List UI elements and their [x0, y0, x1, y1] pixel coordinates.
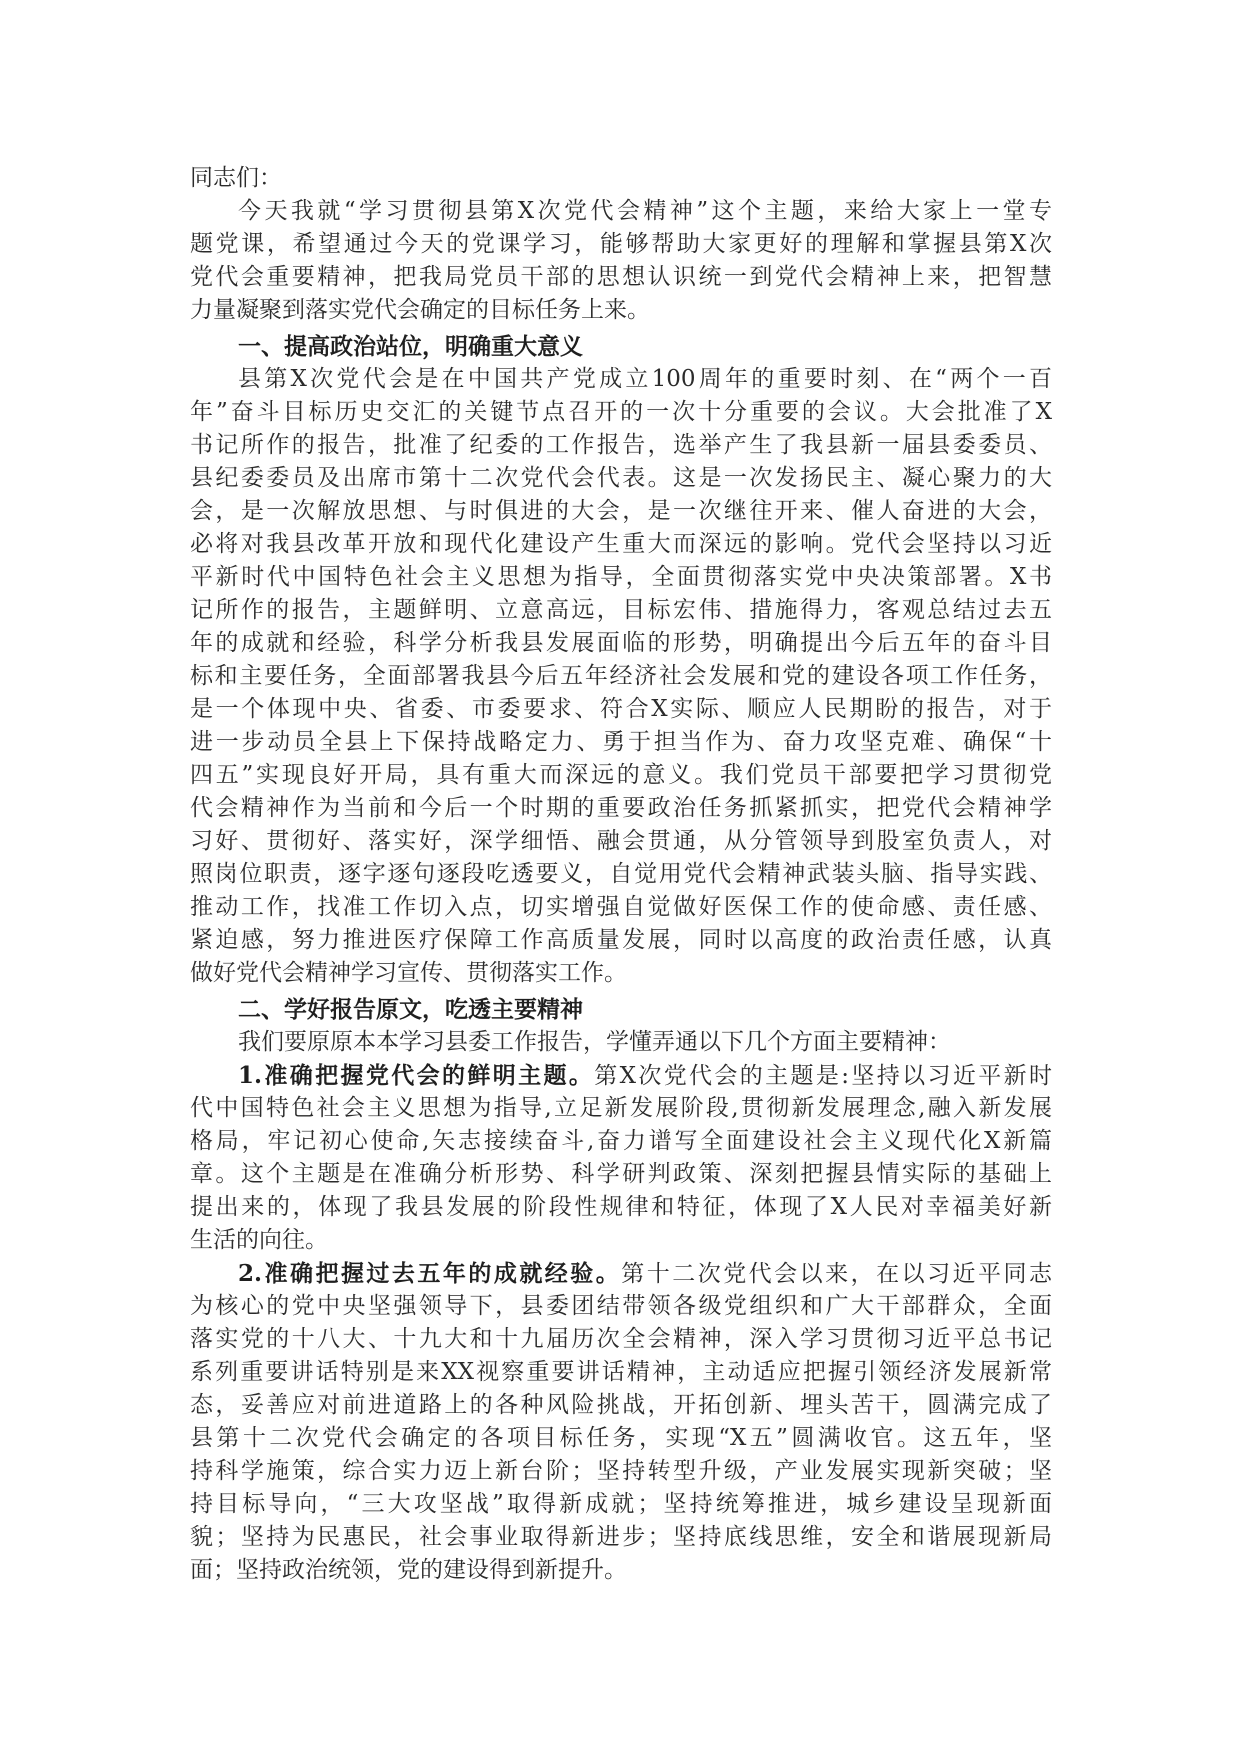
paragraph: [190, 1026, 1052, 1059]
section-heading: [190, 330, 1052, 363]
text-line: 代会精神作为当前和今后一个时期的重要政治任务抓紧抓实，把党代会精神学: [190, 795, 1052, 821]
text-line: 进一步动员全县上下保持战略定力、勇于担当作为、奋力攻坚克难、确保“十: [190, 729, 1052, 755]
paragraph: [190, 162, 1052, 195]
text-line: 态，妥善应对前进道路上的各种风险挑战，开拓创新、埋头苦干，圆满完成了: [190, 1392, 1052, 1418]
paragraph: [190, 1059, 1052, 1257]
text-line: 同志们：: [190, 165, 282, 191]
text-line: 会，是一次解放思想、与时俱进的大会，是一次继往开来、催人奋进的大会，: [190, 498, 1052, 524]
text-line: 力量凝聚到落实党代会确定的目标任务上来。: [190, 297, 650, 323]
text-line: 党代会重要精神，把我局党员干部的思想认识统一到党代会精神上来，把智慧: [190, 264, 1052, 290]
text-line: 县第X次党代会是在中国共产党成立100周年的重要时刻、在“两个一百: [238, 366, 1052, 392]
text-line: 年”奋斗目标历史交汇的关键节点召开的一次十分重要的会议。大会批准了X: [190, 399, 1052, 425]
paragraph-lead: 1.准确把握党代会的鲜明主题。: [238, 1062, 595, 1089]
text-line: [190, 1059, 1052, 1092]
paragraph-text: 第十二次党代会以来，在以习近平同志: [621, 1261, 1052, 1287]
text-line: 标和主要任务，全面部署我县今后五年经济社会发展和党的建设各项工作任务，: [190, 663, 1052, 689]
text-line: [190, 1257, 1052, 1290]
text-line: 县纪委委员及出席市第十二次党代会代表。这是一次发扬民主、凝心聚力的大: [190, 465, 1052, 491]
text-line: 面；坚持政治统领，党的建设得到新提升。: [190, 1557, 627, 1583]
text-line: 是一个体现中央、省委、市委要求、符合X实际、顺应人民期盼的报告，对于: [190, 696, 1052, 722]
text-line: 生活的向往。: [190, 1227, 328, 1253]
text-line: 代中国特色社会主义思想为指导,立足新发展阶段,贯彻新发展理念,融入新发展: [190, 1095, 1052, 1121]
text-line: 必将对我县改革开放和现代化建设产生重大而深远的影响。党代会坚持以习近: [190, 531, 1052, 557]
text-line: 县第十二次党代会确定的各项目标任务，实现“X五”圆满收官。这五年，坚: [190, 1425, 1052, 1451]
text-line: 持科学施策，综合实力迈上新台阶；坚持转型升级，产业发展实现新突破；坚: [190, 1458, 1052, 1484]
paragraph-text: 第X次党代会的主题是:坚持以习近平新时: [594, 1063, 1052, 1089]
text-line: 格局，牢记初心使命,矢志接续奋斗,奋力谱写全面建设社会主义现代化X新篇: [190, 1128, 1052, 1154]
document-body: [190, 162, 1052, 1587]
text-line: 平新时代中国特色社会主义思想为指导，全面贯彻落实党中央决策部署。X书: [190, 564, 1052, 590]
text-line: 推动工作，找准工作切入点，切实增强自觉做好医保工作的使命感、责任感、: [190, 894, 1052, 920]
text-line: 系列重要讲话特别是来XX视察重要讲话精神，主动适应把握引领经济发展新常: [190, 1359, 1052, 1385]
paragraph: [190, 195, 1052, 327]
text-line: 为核心的党中央坚强领导下，县委团结带领各级党组织和广大干部群众，全面: [190, 1293, 1052, 1319]
text-line: 落实党的十八大、十九大和十九届历次全会精神，深入学习贯彻习近平总书记: [190, 1326, 1052, 1352]
text-line: 持目标导向，“三大攻坚战”取得新成就；坚持统筹推进，城乡建设呈现新面: [190, 1491, 1052, 1517]
text-line: 一、提高政治站位，明确重大意义: [238, 333, 583, 360]
text-line: 提出来的，体现了我县发展的阶段性规律和特征，体现了X人民对幸福美好新: [190, 1194, 1052, 1220]
text-line: 紧迫感，努力推进医疗保障工作高质量发展，同时以高度的政治责任感，认真: [190, 927, 1052, 953]
paragraph: [190, 1257, 1052, 1587]
text-line: 四五”实现良好开局，具有重大而深远的意义。我们党员干部要把学习贯彻党: [190, 762, 1052, 788]
paragraph: [190, 363, 1052, 990]
text-line: 二、学好报告原文，吃透主要精神: [238, 996, 583, 1023]
text-line: 年的成就和经验，科学分析我县发展面临的形势，明确提出今后五年的奋斗目: [190, 630, 1052, 656]
text-line: 今天我就“学习贯彻县第X次党代会精神”这个主题，来给大家上一堂专: [238, 198, 1052, 224]
text-line: 照岗位职责，逐字逐句逐段吃透要义，自觉用党代会精神武装头脑、指导实践、: [190, 861, 1052, 887]
text-line: 做好党代会精神学习宣传、贯彻落实工作。: [190, 960, 627, 986]
text-line: 习好、贯彻好、落实好，深学细悟、融会贯通，从分管领导到股室负责人，对: [190, 828, 1052, 854]
text-line: 貌；坚持为民惠民，社会事业取得新进步；坚持底线思维，安全和谐展现新局: [190, 1524, 1052, 1550]
section-heading: [190, 993, 1052, 1026]
text-line: 题党课，希望通过今天的党课学习，能够帮助大家更好的理解和掌握县第X次: [190, 231, 1052, 257]
text-line: 我们要原原本本学习县委工作报告，学懂弄通以下几个方面主要精神：: [238, 1029, 951, 1055]
text-line: 章。这个主题是在准确分析形势、科学研判政策、深刻把握县情实际的基础上: [190, 1161, 1052, 1187]
paragraph-lead: 2.准确把握过去五年的成就经验。: [238, 1260, 622, 1287]
text-line: 记所作的报告，主题鲜明、立意高远，目标宏伟、措施得力，客观总结过去五: [190, 597, 1052, 623]
text-line: 书记所作的报告，批准了纪委的工作报告，选举产生了我县新一届县委委员、: [190, 432, 1052, 458]
